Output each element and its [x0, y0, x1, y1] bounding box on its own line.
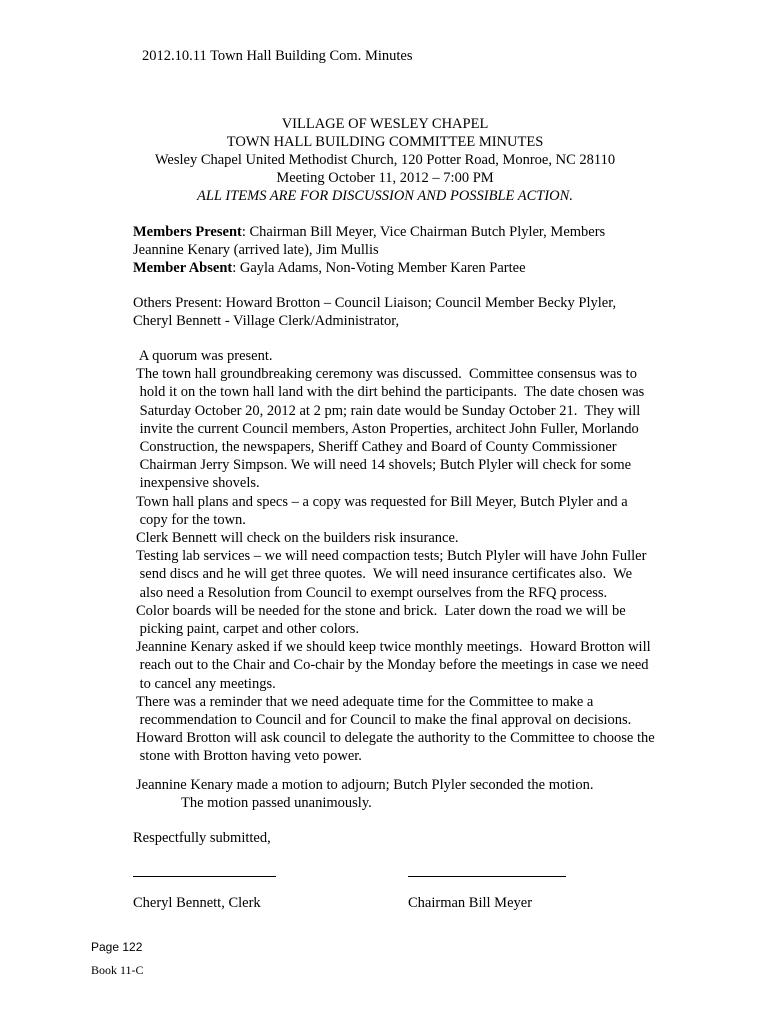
others-present-line2: Cheryl Bennett - Village Clerk/Administrator,	[133, 313, 400, 329]
members-present-label: Members Present	[133, 224, 242, 240]
body-line: also need a Resolution from Council to exempt ourselves from the RFQ process.	[136, 584, 608, 601]
minutes-body	[136, 347, 655, 766]
motion-line: Jeannine Kenary made a motion to adjourn; Butch Plyler seconded the motion.	[136, 777, 594, 793]
members-present-line2: Jeannine Kenary (arrived late), Jim Mullis	[133, 242, 379, 258]
signature-line-chairman	[408, 876, 566, 877]
body-line: A quorum was present.	[136, 348, 273, 364]
body-line: Construction, the newspapers, Sheriff Cathey and Board of County Commissioner	[136, 439, 617, 456]
body-line: send discs and he will get three quotes. We will need insurance certificates also. We	[136, 566, 633, 583]
footer-page-number: Page 122	[91, 940, 143, 954]
body-line: Jeannine Kenary asked if we should keep twice monthly meetings. Howard Brotton will	[136, 639, 651, 656]
motion-block	[136, 776, 593, 812]
body-line: Clerk Bennett will check on the builders risk insurance.	[136, 530, 459, 547]
member-absent-line	[133, 259, 526, 277]
signature-name-clerk: Cheryl Bennett, Clerk	[133, 895, 261, 911]
body-line: picking paint, carpet and other colors.	[136, 621, 360, 638]
body-line: Testing lab services – we will need compaction tests; Butch Plyler will have John Fuller	[136, 548, 647, 565]
title-notice: ALL ITEMS ARE FOR DISCUSSION AND POSSIBLE ACTION.	[197, 188, 573, 204]
member-absent-label: Member Absent	[133, 260, 233, 276]
body-line: stone with Brotton having veto power.	[136, 748, 362, 765]
body-line: inexpensive shovels.	[136, 475, 260, 492]
motion-result: The motion passed unanimously.	[181, 795, 372, 811]
body-line: Howard Brotton will ask council to delegate the authority to the Committee to choose the	[136, 730, 655, 747]
respectfully-submitted: Respectfully submitted,	[133, 830, 271, 846]
body-line: Color boards will be needed for the stone and brick. Later down the road we will be	[136, 602, 626, 619]
title-location: Wesley Chapel United Methodist Church, 120 Potter Road, Monroe, NC 28110	[154, 152, 616, 168]
body-line: Town hall plans and specs – a copy was requested for Bill Meyer, Butch Plyler and a	[136, 493, 628, 510]
running-header: 2012.10.11 Town Hall Building Com. Minutes	[142, 48, 413, 64]
body-line: recommendation to Council and for Council to make the final approval on decisions.	[136, 712, 632, 729]
title-village: VILLAGE OF WESLEY CHAPEL	[281, 116, 489, 132]
body-line: invite the current Council members, Aston Properties, architect John Fuller, Morlando	[136, 420, 639, 437]
body-line: There was a reminder that we need adequate time for the Committee to make a	[136, 693, 594, 710]
body-line: copy for the town.	[136, 511, 246, 528]
others-present-line1: Others Present: Howard Brotton – Council Liaison; Council Member Becky Plyler,	[133, 295, 617, 311]
body-line: The town hall groundbreaking ceremony was discussed. Committee consensus was to	[136, 366, 637, 383]
footer-book: Book 11-C	[91, 963, 144, 977]
body-line: Saturday October 20, 2012 at 2 pm; rain date would be Sunday October 21. They will	[136, 402, 641, 419]
body-line: Chairman Jerry Simpson. We will need 14 shovels; Butch Plyler will check for some	[136, 457, 632, 474]
body-line: reach out to the Chair and Co-chair by the Monday before the meetings in case we need	[136, 657, 649, 674]
body-line: to cancel any meetings.	[136, 675, 276, 692]
title-committee: TOWN HALL BUILDING COMMITTEE MINUTES	[226, 134, 544, 150]
signature-line-clerk	[133, 876, 276, 877]
member-absent-text: : Gayla Adams, Non-Voting Member Karen Partee	[232, 260, 526, 276]
members-present-text: : Chairman Bill Meyer, Vice Chairman Butch Plyler, Members	[241, 224, 606, 240]
title-block	[110, 115, 660, 205]
members-present-line1	[133, 223, 605, 241]
title-meeting-date: Meeting October 11, 2012 – 7:00 PM	[276, 170, 494, 186]
body-line: hold it on the town hall land with the dirt behind the participants. The date chosen was	[136, 384, 645, 401]
signature-name-chairman: Chairman Bill Meyer	[408, 895, 533, 911]
